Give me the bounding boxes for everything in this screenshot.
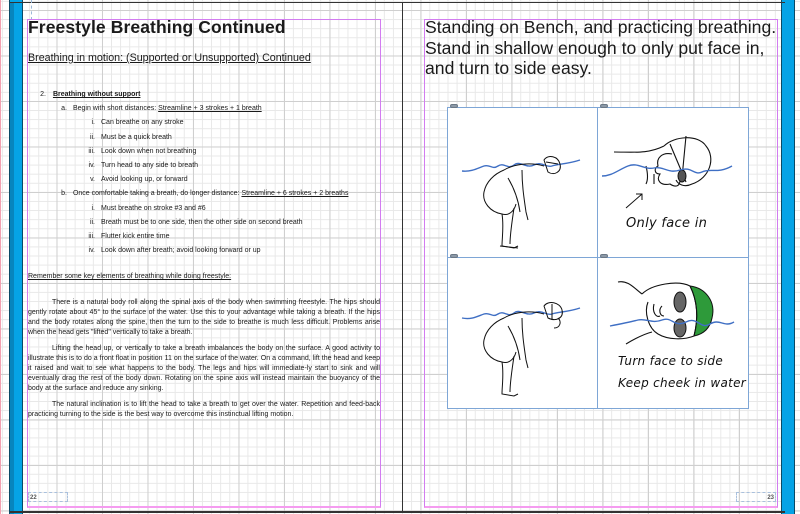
body-paragraph[interactable]: There is a natural body roll along the spinal axis of the body when swimming freestyle. The hips should gently rotate about 45° to the surface of the water. Use this to your advantage while taking a breath. If the hips and the body rotates along the spine, then the turn to the side to breathe is much less difficult. Problems arise when the head gets "lifted" vertically to take a breath. — [28, 299, 380, 336]
body-paragraph[interactable]: Lifting the head up, or vertically to take a breath imbalances the body on the surface. A good activity to illustrate this is to do a front float in position 11 on the surface of the water. On a command, lift the head and keep it raised and wait to see what happens to the body. The legs and hips will immediate-ly start to sink and will eventually drag the rest of the body down. Rotating on the spine axis will instead maintain the buoyancy of the body at the surface and reduce any sinking. — [28, 345, 380, 392]
top-page-edge — [10, 2, 785, 3]
outline-section-b[interactable] — [59, 187, 348, 201]
illustration-caption: Only face in — [626, 216, 708, 231]
subitem-num: v. — [90, 176, 95, 184]
image-anchor-handle[interactable] — [450, 254, 458, 258]
body-paragraph[interactable]: The natural inclination is to lift the head to take a breath to get over the water. Repetition and feed-back practicing turning to the side is the best way to overcome this instinctual lifting motion. — [28, 401, 380, 418]
subitem-num: iv. — [88, 162, 95, 169]
bent-swimmer-drawing — [448, 108, 598, 258]
bottom-page-edge — [10, 511, 785, 513]
face-in-head-drawing — [598, 108, 748, 258]
outline-heading: Breathing without support — [52, 91, 141, 98]
subitem-num: ii. — [89, 133, 95, 141]
section-underlined: Streamline + 3 strokes + 1 breath — [158, 105, 262, 113]
subitem-text: Look down after breath; avoid looking forward or up — [101, 247, 261, 255]
heading-line: Stand in shallow enough to only put face in, — [425, 37, 765, 58]
outline-section-a[interactable] — [59, 102, 262, 116]
illustration-grid[interactable] — [447, 107, 749, 409]
subitem-text: Avoid looking up, or forward — [101, 176, 188, 184]
illustration-face-in-closeup[interactable] — [598, 108, 748, 258]
outline-subitem[interactable] — [83, 145, 196, 159]
image-anchor-handle[interactable] — [450, 104, 458, 108]
section-text: Once comfortable taking a breath, do longer distance: — [72, 190, 242, 198]
subitem-text: Must be a quick breath — [101, 133, 172, 141]
subitem-text: Look down when not breathing — [101, 147, 197, 155]
outline-subitem[interactable] — [83, 173, 188, 187]
page-spread-divider — [402, 2, 403, 512]
subitem-text: Breath must be to one side, then the other side on second breath — [101, 218, 303, 226]
outline-item-2[interactable] — [36, 88, 140, 102]
outline-subitem[interactable] — [83, 244, 261, 258]
subitem-text: Flutter kick entire time — [101, 233, 170, 240]
section-letter: a. — [61, 105, 67, 113]
left-page — [28, 17, 380, 497]
subitem-num: iii. — [88, 233, 95, 240]
illustration-bent-swimmer-face-in[interactable] — [448, 108, 598, 258]
section-subtitle[interactable]: Breathing in motion: (Supported or Unsupported) Continued — [28, 52, 311, 64]
outline-subitem[interactable] — [83, 230, 169, 244]
subitem-num: iii. — [88, 147, 95, 155]
heading-line: and turn to side easy. — [425, 58, 592, 78]
section-underlined: Streamline + 6 strokes + 2 breaths — [241, 190, 349, 198]
illustration-turn-face-closeup[interactable] — [598, 258, 748, 408]
right-page-heading[interactable] — [425, 17, 785, 79]
page-number-right: 23 — [736, 492, 776, 502]
subitem-text: Turn head to any side to breath — [101, 162, 199, 169]
illustration-caption: Turn face to side — [618, 354, 724, 368]
bent-swimmer-turned-drawing — [448, 258, 598, 408]
page-edge — [0, 0, 2, 514]
subitem-num: i. — [91, 204, 95, 212]
outline-subitem[interactable] — [83, 216, 303, 230]
outline-subitem[interactable] — [83, 116, 184, 130]
image-anchor-handle[interactable] — [600, 104, 608, 108]
subitem-num: i. — [91, 119, 95, 127]
section-text: Begin with short distances: — [72, 105, 159, 113]
subitem-text: Must breathe on stroke #3 and #6 — [101, 204, 206, 212]
outline-subitem[interactable] — [83, 202, 206, 216]
outline-subitem[interactable] — [83, 159, 198, 173]
subitem-num: ii. — [89, 218, 95, 226]
outline-subitem[interactable] — [83, 131, 172, 145]
illustration-bent-swimmer-turn-side[interactable] — [448, 258, 598, 408]
outline-number: 2. — [40, 91, 46, 98]
section-letter: b. — [61, 190, 67, 198]
illustration-caption: Keep cheek in water — [618, 376, 747, 390]
page-title[interactable]: Freestyle Breathing Continued — [28, 17, 286, 37]
page-number-left: 22 — [28, 492, 68, 502]
heading-line: Standing on Bench, and practicing breathing. — [425, 17, 777, 37]
left-binding-strip — [9, 0, 23, 514]
remember-heading[interactable]: Remember some key elements of breathing while doing freestyle: — [28, 273, 232, 280]
image-anchor-handle[interactable] — [600, 254, 608, 258]
subitem-text: Can breathe on any stroke — [101, 119, 184, 127]
subitem-num: iv. — [88, 247, 95, 255]
